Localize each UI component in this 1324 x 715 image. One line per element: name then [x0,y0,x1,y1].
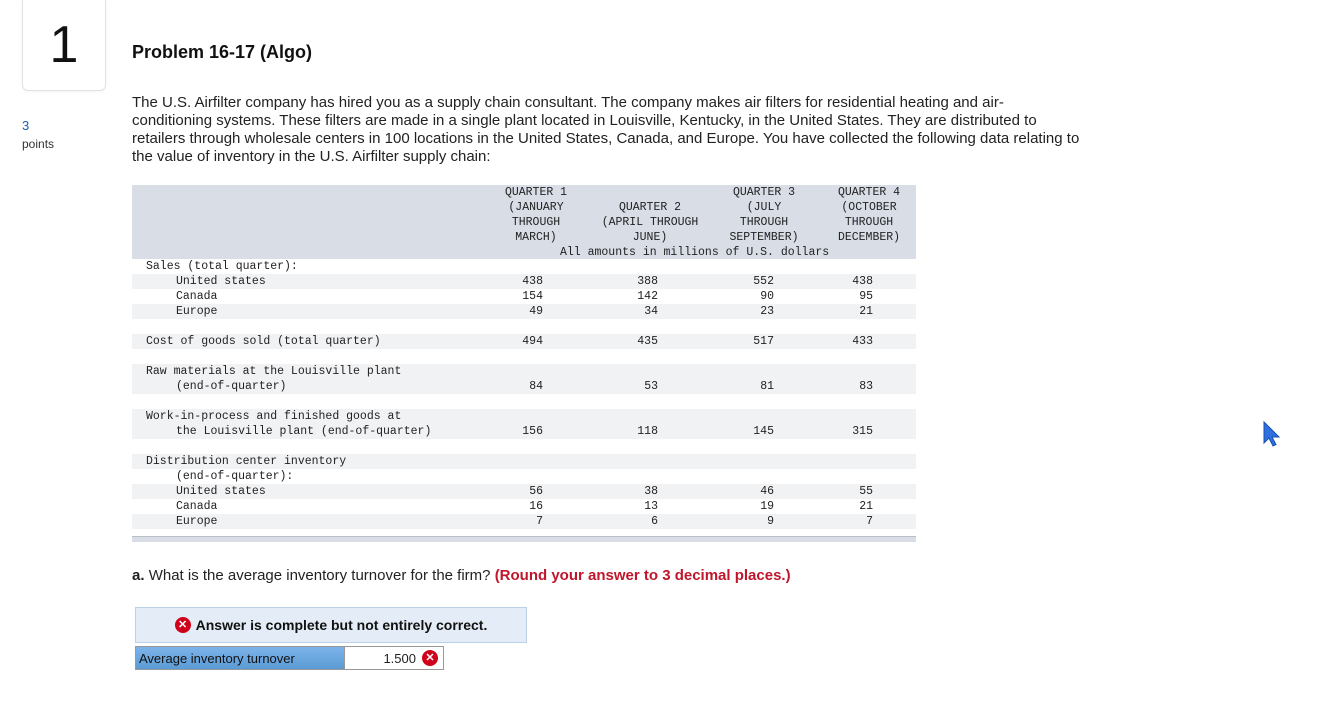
header-q4-line: QUARTER 4 [837,186,901,199]
table-row [132,409,916,424]
problem-title: Problem 16-17 (Algo) [132,42,313,62]
part-a-text: What is the average inventory turnover for the firm? [148,567,491,584]
row-label: Europe [176,305,218,318]
cell-value: 56 [529,485,543,498]
problem-intro: The U.S. Airfilter company has hired you as a supply chain consultant. The company makes air filters for residential heating and air-conditioning systems. These filters are made in a single plant located in Louisville, Kentucky, in the United States. They are distributed to retailers through wholesale centers in 100 locations in the United States, Canada, and Europe. You have collected the following data relating to the value of inventory in the U.S. Airfilter supply chain: [132,94,1080,165]
cell-value: 23 [760,305,774,318]
header-q3-line: QUARTER 3 [732,186,796,199]
inventory-table [132,185,916,542]
header-q1-line: MARCH) [515,231,557,244]
cell-value: 145 [753,425,774,438]
row-label: Canada [176,500,218,513]
spacer-row [132,319,916,334]
header-q3-line: (JULY [746,201,782,214]
header-q4-line: (OCTOBER [841,201,897,214]
table-row [132,289,916,304]
row-label: United states [176,275,266,288]
table-bottom-rule [132,536,916,542]
cell-value: 55 [859,485,873,498]
table-row [132,364,916,379]
table-row [132,259,916,274]
table-row [132,334,916,349]
spacer-row [132,394,916,409]
row-label: Raw materials at the Louisville plant [146,365,402,378]
points-label: points [22,137,55,151]
cell-value: 49 [529,305,543,318]
table-row [132,469,916,484]
cell-value: 435 [637,335,658,348]
header-q1-line: (JANUARY [508,201,564,214]
rounding-hint: (Round your answer to 3 decimal places.) [494,567,791,584]
spacer-row [132,439,916,454]
cell-value: 388 [637,275,658,288]
mouse-cursor-icon [1263,421,1281,447]
x-circle-icon: ✕ [175,617,191,633]
cell-value: 19 [760,500,774,513]
header-q3-line: SEPTEMBER) [729,231,799,244]
header-quarter-4 [824,185,914,245]
cell-value: 84 [529,380,543,393]
header-q3-line: THROUGH [739,216,789,229]
table-row [132,499,916,514]
row-label: Work-in-process and finished goods at [146,410,402,423]
cell-value: 494 [522,335,543,348]
cell-value: 118 [637,425,658,438]
table-row [132,514,916,529]
question-number: 1 [49,16,79,74]
cell-value: 16 [529,500,543,513]
cell-value: 438 [852,275,873,288]
cell-value: 6 [651,515,658,528]
cell-value: 95 [859,290,873,303]
cell-value: 34 [644,305,658,318]
table-row [132,304,916,319]
answer-input[interactable] [344,647,443,669]
header-q2-line: JUNE) [632,231,668,244]
feedback-text: Answer is complete but not entirely correct. [195,617,488,633]
header-q2-line: QUARTER 2 [618,201,682,214]
cell-value: 7 [536,515,543,528]
part-letter: a. [132,567,145,584]
cell-value: 142 [637,290,658,303]
x-circle-icon: ✕ [422,650,438,666]
cell-value: 81 [760,380,774,393]
cell-value: 83 [859,380,873,393]
row-label: Europe [176,515,218,528]
cell-value: 21 [859,305,873,318]
question-number-box [22,0,106,91]
cell-value: 315 [852,425,873,438]
header-q1-line: THROUGH [511,216,561,229]
header-q4-line: DECEMBER) [837,231,901,244]
feedback-banner [135,607,527,643]
table-row [132,379,916,394]
header-quarter-1 [494,185,578,245]
table-row [132,274,916,289]
table-row [132,424,916,439]
amounts-note: All amounts in millions of U.S. dollars [560,246,830,259]
header-quarter-2 [595,200,705,245]
spacer-row [132,349,916,364]
cell-value: 433 [852,335,873,348]
table-row [132,454,916,469]
cell-value: 517 [753,335,774,348]
points-value: 3 [22,118,30,133]
cell-value: 154 [522,290,543,303]
header-q1-line: QUARTER 1 [504,186,568,199]
part-a-question [132,567,791,584]
header-quarter-3 [720,185,808,245]
row-label: the Louisville plant (end-of-quarter) [176,425,432,438]
answer-label: Average inventory turnover [136,647,344,669]
row-label: Distribution center inventory [146,455,347,468]
cell-value: 438 [522,275,543,288]
header-q2-line: (APRIL THROUGH [601,216,699,229]
cell-value: 38 [644,485,658,498]
row-label: (end-of-quarter): [176,470,294,483]
cell-value: 7 [866,515,873,528]
row-label: (end-of-quarter) [176,380,287,393]
cell-value: 156 [522,425,543,438]
row-label: Canada [176,290,218,303]
answer-value: 1.500 [383,650,416,666]
cell-value: 46 [760,485,774,498]
cell-value: 13 [644,500,658,513]
cell-value: 552 [753,275,774,288]
row-label: Cost of goods sold (total quarter) [146,335,381,348]
header-q4-line: THROUGH [844,216,894,229]
row-label: United states [176,485,266,498]
row-label: Sales (total quarter): [146,260,298,273]
cell-value: 21 [859,500,873,513]
cell-value: 90 [760,290,774,303]
answer-row [135,646,444,670]
table-header [132,185,916,259]
cell-value: 9 [767,515,774,528]
table-row [132,484,916,499]
cell-value: 53 [644,380,658,393]
